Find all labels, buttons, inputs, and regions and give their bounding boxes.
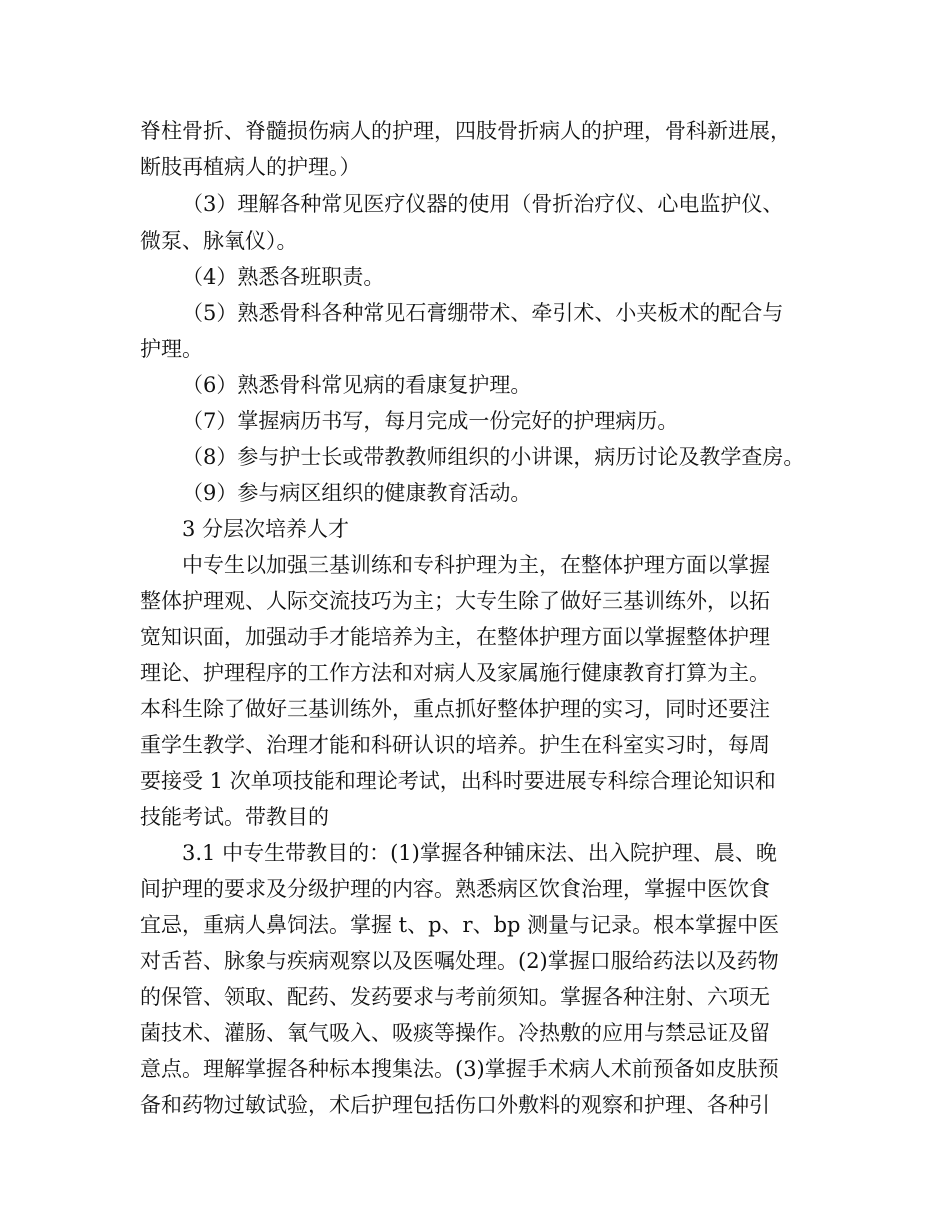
text-line: 3.1 中专生带教目的：(1)掌握各种铺床法、出入院护理、晨、晚 — [182, 841, 777, 865]
text-line: 脊柱骨折、脊髓损伤病人的护理，四肢骨折病人的护理，骨科新进展， — [140, 119, 791, 143]
text-line: 中专生以加强三基训练和专科护理为主，在整体护理方面以掌握 — [182, 553, 770, 577]
text-line: 护理。 — [140, 337, 203, 361]
text-line: 的保管、领取、配药、发药要求与考前须知。掌握各种注射、六项无 — [140, 985, 770, 1009]
section-heading: 3 分层次培养人才 — [182, 517, 350, 541]
text-line: （7）掌握病历书写，每月完成一份完好的护理病历。 — [182, 409, 679, 433]
text-line: 宜忌，重病人鼻饲法。掌握 t、p、r、bp 测量与记录。根本掌握中医 — [140, 913, 780, 937]
text-line: （6）熟悉骨科常见病的看康复护理。 — [182, 373, 532, 397]
text-line: 断肢再植病人的护理。） — [140, 155, 361, 179]
text-line: （8）参与护士长或带教教师组织的小讲课，病历讨论及教学查房。 — [182, 445, 805, 469]
text-line: 整体护理观、人际交流技巧为主；大专生除了做好三基训练外，以拓 — [140, 589, 770, 613]
text-line: 重学生教学、治理才能和科研认识的培养。护生在科室实习时，每周 — [140, 733, 770, 757]
text-line: 本科生除了做好三基训练外，重点抓好整体护理的实习，同时还要注 — [140, 697, 770, 721]
text-line: 菌技术、灌肠、氧气吸入、吸痰等操作。冷热敷的应用与禁忌证及留 — [140, 1021, 770, 1045]
text-line: 微泵、脉氧仪）。 — [140, 229, 298, 253]
text-line: 技能考试。带教目的 — [140, 805, 329, 829]
text-line: 宽知识面，加强动手才能培养为主，在整体护理方面以掌握整体护理 — [140, 625, 770, 649]
text-line: （9）参与病区组织的健康教育活动。 — [182, 481, 532, 505]
text-line: （4）熟悉各班职责。 — [182, 265, 385, 289]
text-line: 理论、护理程序的工作方法和对病人及家属施行健康教育打算为主。 — [140, 661, 770, 685]
text-line: （5）熟悉骨科各种常见石膏绷带术、牵引术、小夹板术的配合与 — [182, 301, 784, 325]
text-line: 意点。理解掌握各种标本搜集法。(3)掌握手术病人术前预备如皮肤预 — [140, 1057, 779, 1081]
text-line: 对舌苔、脉象与疾病观察以及医嘱处理。(2)掌握口服给药法以及药物 — [140, 949, 779, 973]
text-line: 要接受 1 次单项技能和理论考试，出科时要进展专科综合理论知识和 — [140, 769, 776, 793]
text-line: （3）理解各种常见医疗仪器的使用（骨折治疗仪、心电监护仪、 — [182, 192, 784, 216]
text-line: 备和药物过敏试验，术后护理包括伤口外敷料的观察和护理、各种引 — [140, 1093, 770, 1117]
text-line: 间护理的要求及分级护理的内容。熟悉病区饮食治理，掌握中医饮食 — [140, 877, 770, 901]
